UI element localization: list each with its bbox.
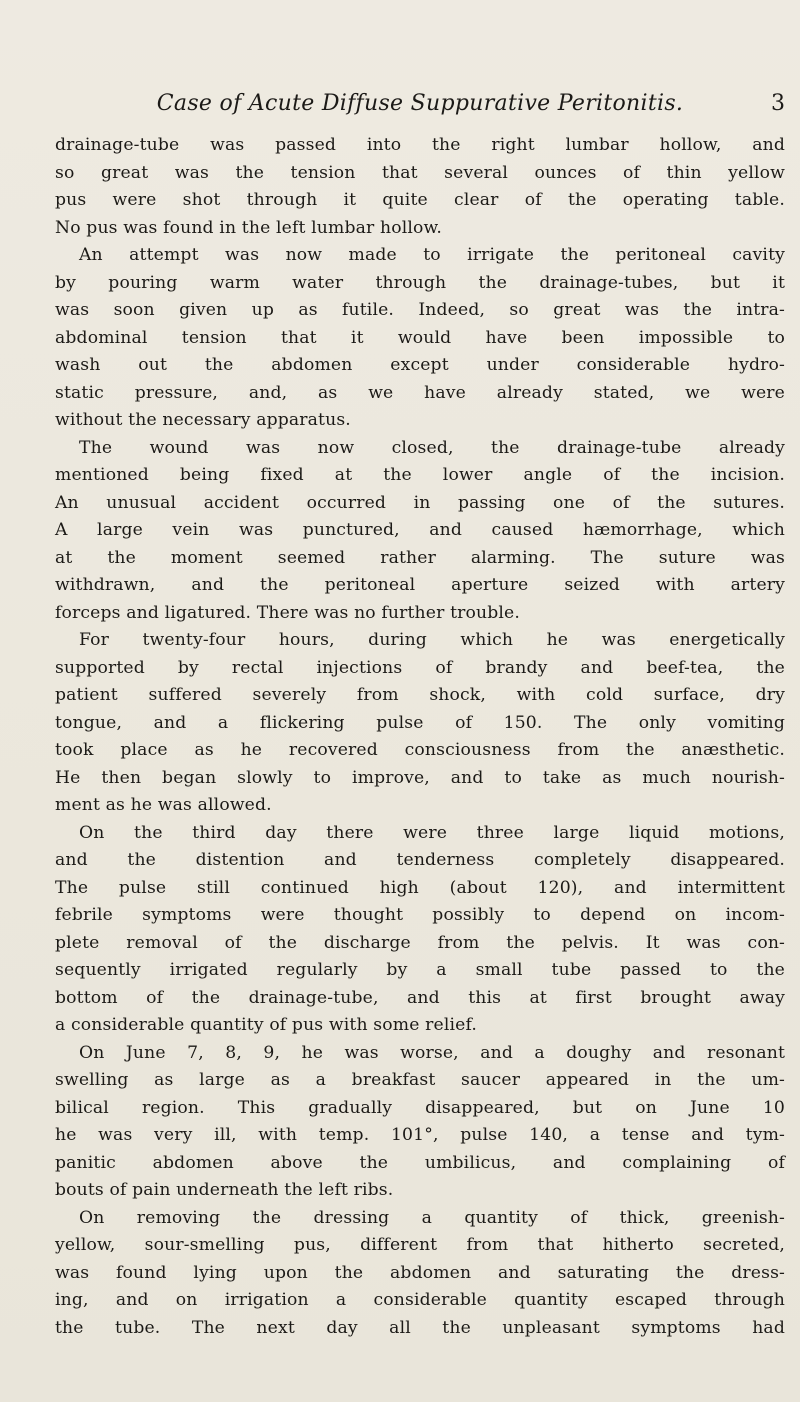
text-line: the tube. The next day all the unpleasant symptoms had	[55, 1317, 785, 1338]
text-line: An unusual accident occurred in passing one of the sutures.	[55, 492, 785, 513]
text-line: abdominal tension that it would have been impossible to	[55, 327, 785, 348]
text-line: bottom of the drainage-tube, and this at first brought away	[55, 987, 785, 1008]
text-line: The wound was now closed, the drainage-tube already	[79, 437, 785, 458]
text-line: The pulse still continued high (about 120), and intermittent	[55, 877, 785, 898]
text-line: An attempt was now made to irrigate the peritoneal cavity	[79, 245, 785, 265]
text-line: was soon given up as futile. Indeed, so great was the intra-	[55, 300, 785, 320]
text-line: by pouring warm water through the drainage-tubes, but it	[55, 272, 785, 293]
text-line: wash out the abdomen except under considerable hydro-	[55, 355, 785, 375]
text-line: mentioned being fixed at the lower angle of the incision.	[55, 465, 785, 485]
text-line: ing, and on irrigation a considerable quantity escaped through	[55, 1290, 785, 1310]
text-line: He then began slowly to improve, and to take as much nourish-	[55, 767, 785, 788]
text-line: bilical region. This gradually disappeared, but on June 10	[55, 1097, 785, 1118]
text-line: panitic abdomen above the umbilicus, and complaining of	[55, 1152, 785, 1173]
text-line: A large vein was punctured, and caused hæmorrhage, which	[55, 520, 785, 540]
text-line: static pressure, and, as we have already stated, we were	[55, 382, 785, 403]
text-line: pus were shot through it quite clear of the operating table.	[55, 190, 785, 210]
text-line: supported by rectal injections of brandy and beef-tea, the	[55, 657, 785, 678]
text-line: withdrawn, and the peritoneal aperture seized with artery	[55, 575, 785, 595]
running-title: Case of Acute Diffuse Suppurative Peritonitis.	[156, 91, 684, 116]
text-line: forceps and ligatured. There was no further trouble.	[55, 602, 520, 623]
page-number: 3	[771, 91, 785, 116]
text-line: For twenty-four hours, during which he was energetically	[79, 630, 785, 650]
text-line: took place as he recovered consciousness from the anæsthetic.	[55, 740, 785, 760]
text-line: On removing the dressing a quantity of thick, greenish-	[79, 1207, 785, 1228]
text-line: febrile symptoms were thought possibly to depend on incom-	[55, 905, 785, 925]
text-line: On June 7, 8, 9, he was worse, and a doughy and resonant	[79, 1042, 785, 1063]
text-line: and the distention and tenderness completely disappeared.	[55, 850, 785, 870]
text-line: was found lying upon the abdomen and saturating the dress-	[55, 1262, 785, 1283]
body-text	[55, 132, 785, 1342]
text-line: bouts of pain underneath the left ribs.	[55, 1180, 394, 1200]
text-line: patient suffered severely from shock, with cold surface, dry	[55, 685, 785, 705]
text-line: drainage-tube was passed into the right lumbar hollow, and	[55, 135, 785, 155]
text-line: a considerable quantity of pus with some relief.	[55, 1015, 477, 1035]
text-line: sequently irrigated regularly by a small tube passed to the	[55, 960, 785, 980]
text-line: tongue, and a flickering pulse of 150. The only vomiting	[55, 712, 785, 733]
text-line: plete removal of the discharge from the pelvis. It was con-	[55, 932, 785, 953]
text-line: On the third day there were three large liquid motions,	[79, 822, 785, 843]
text-line: he was very ill, with temp. 101°, pulse 140, a tense and tym-	[55, 1125, 785, 1145]
text-line: ment as he was allowed.	[55, 795, 272, 815]
text-line: yellow, sour-smelling pus, different from that hitherto secreted,	[55, 1235, 785, 1255]
text-line: without the necessary apparatus.	[55, 410, 351, 430]
text-line: swelling as large as a breakfast saucer appeared in the um-	[55, 1070, 785, 1090]
text-line: No pus was found in the left lumbar hollow.	[55, 217, 442, 238]
text-line: at the moment seemed rather alarming. The suture was	[55, 547, 785, 568]
text-line: so great was the tension that several ounces of thin yellow	[55, 162, 785, 183]
running-head	[55, 86, 785, 122]
